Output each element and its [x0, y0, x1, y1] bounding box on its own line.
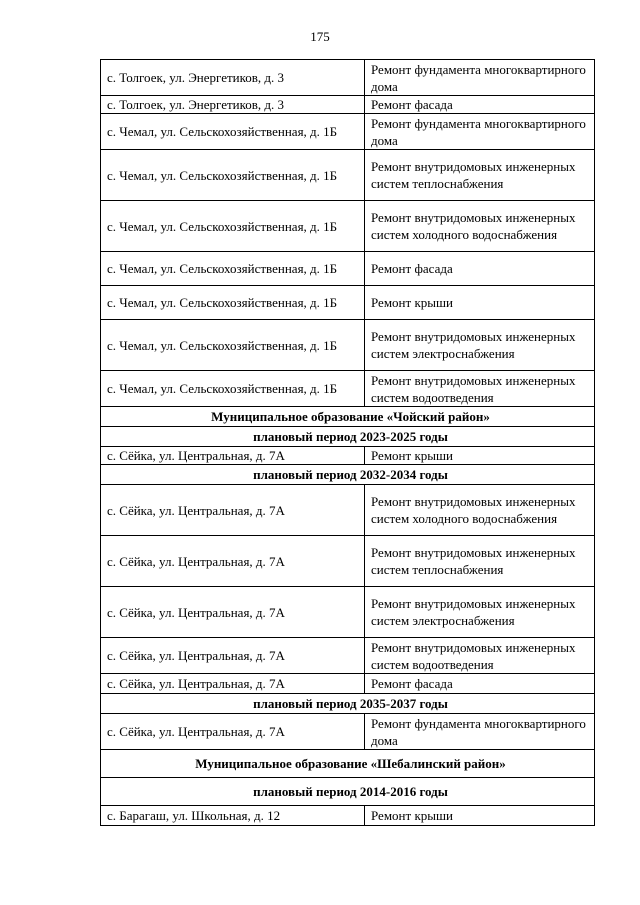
- section-row: [101, 694, 595, 714]
- table-row: [101, 536, 595, 587]
- table-row: [101, 714, 595, 750]
- section-row: [101, 750, 595, 778]
- address-cell: с. Чемал, ул. Сельскохозяйственная, д. 1Б: [101, 114, 365, 150]
- section-row: [101, 427, 595, 447]
- work-cell: Ремонт фасада: [365, 252, 595, 286]
- section-heading: Муниципальное образование «Чойский район»: [101, 407, 595, 427]
- table-body: [101, 60, 595, 826]
- table-row: [101, 201, 595, 252]
- work-cell: Ремонт фундамента многоквартирного дома: [365, 114, 595, 150]
- address-cell: с. Толгоек, ул. Энергетиков, д. 3: [101, 60, 365, 96]
- section-heading: плановый период 2035-2037 годы: [101, 694, 595, 714]
- table-row: [101, 638, 595, 674]
- address-cell: с. Сёйка, ул. Центральная, д. 7А: [101, 587, 365, 638]
- table-row: [101, 60, 595, 96]
- table-row: [101, 806, 595, 826]
- section-row: [101, 465, 595, 485]
- address-cell: с. Чемал, ул. Сельскохозяйственная, д. 1Б: [101, 150, 365, 201]
- table-row: [101, 447, 595, 465]
- table-row: [101, 150, 595, 201]
- address-cell: с. Барагаш, ул. Школьная, д. 12: [101, 806, 365, 826]
- address-cell: с. Сёйка, ул. Центральная, д. 7А: [101, 638, 365, 674]
- work-cell: Ремонт внутридомовых инженерных систем холодного водоснабжения: [365, 201, 595, 252]
- work-cell: Ремонт крыши: [365, 447, 595, 465]
- table-row: [101, 674, 595, 694]
- address-cell: с. Сёйка, ул. Центральная, д. 7А: [101, 714, 365, 750]
- table-row: [101, 286, 595, 320]
- work-cell: Ремонт фундамента многоквартирного дома: [365, 60, 595, 96]
- address-work-table: [100, 59, 595, 826]
- address-cell: с. Чемал, ул. Сельскохозяйственная, д. 1Б: [101, 286, 365, 320]
- work-cell: Ремонт фасада: [365, 96, 595, 114]
- address-cell: с. Чемал, ул. Сельскохозяйственная, д. 1Б: [101, 201, 365, 252]
- address-cell: с. Чемал, ул. Сельскохозяйственная, д. 1Б: [101, 320, 365, 371]
- work-cell: Ремонт внутридомовых инженерных систем водоотведения: [365, 371, 595, 407]
- table-row: [101, 114, 595, 150]
- table-row: [101, 587, 595, 638]
- address-cell: с. Чемал, ул. Сельскохозяйственная, д. 1Б: [101, 252, 365, 286]
- work-cell: Ремонт внутридомовых инженерных систем электроснабжения: [365, 320, 595, 371]
- work-cell: Ремонт крыши: [365, 806, 595, 826]
- page-number: 175: [310, 29, 330, 44]
- work-cell: Ремонт крыши: [365, 286, 595, 320]
- work-cell: Ремонт фундамента многоквартирного дома: [365, 714, 595, 750]
- address-cell: с. Сёйка, ул. Центральная, д. 7А: [101, 536, 365, 587]
- address-cell: с. Сёйка, ул. Центральная, д. 7А: [101, 674, 365, 694]
- address-cell: с. Сёйка, ул. Центральная, д. 7А: [101, 485, 365, 536]
- work-cell: Ремонт внутридомовых инженерных систем водоотведения: [365, 638, 595, 674]
- table-row: [101, 252, 595, 286]
- table-row: [101, 96, 595, 114]
- table-row: [101, 320, 595, 371]
- address-cell: с. Чемал, ул. Сельскохозяйственная, д. 1Б: [101, 371, 365, 407]
- section-row: [101, 407, 595, 427]
- section-heading: Муниципальное образование «Шебалинский район»: [101, 750, 595, 778]
- address-cell: с. Сёйка, ул. Центральная, д. 7А: [101, 447, 365, 465]
- section-row: [101, 778, 595, 806]
- section-heading: плановый период 2023-2025 годы: [101, 427, 595, 447]
- work-cell: Ремонт внутридомовых инженерных систем теплоснабжения: [365, 536, 595, 587]
- work-cell: Ремонт внутридомовых инженерных систем холодного водоснабжения: [365, 485, 595, 536]
- work-cell: Ремонт фасада: [365, 674, 595, 694]
- section-heading: плановый период 2014-2016 годы: [101, 778, 595, 806]
- work-cell: Ремонт внутридомовых инженерных систем электроснабжения: [365, 587, 595, 638]
- table-row: [101, 485, 595, 536]
- work-cell: Ремонт внутридомовых инженерных систем теплоснабжения: [365, 150, 595, 201]
- table-row: [101, 371, 595, 407]
- address-cell: с. Толгоек, ул. Энергетиков, д. 3: [101, 96, 365, 114]
- section-heading: плановый период 2032-2034 годы: [101, 465, 595, 485]
